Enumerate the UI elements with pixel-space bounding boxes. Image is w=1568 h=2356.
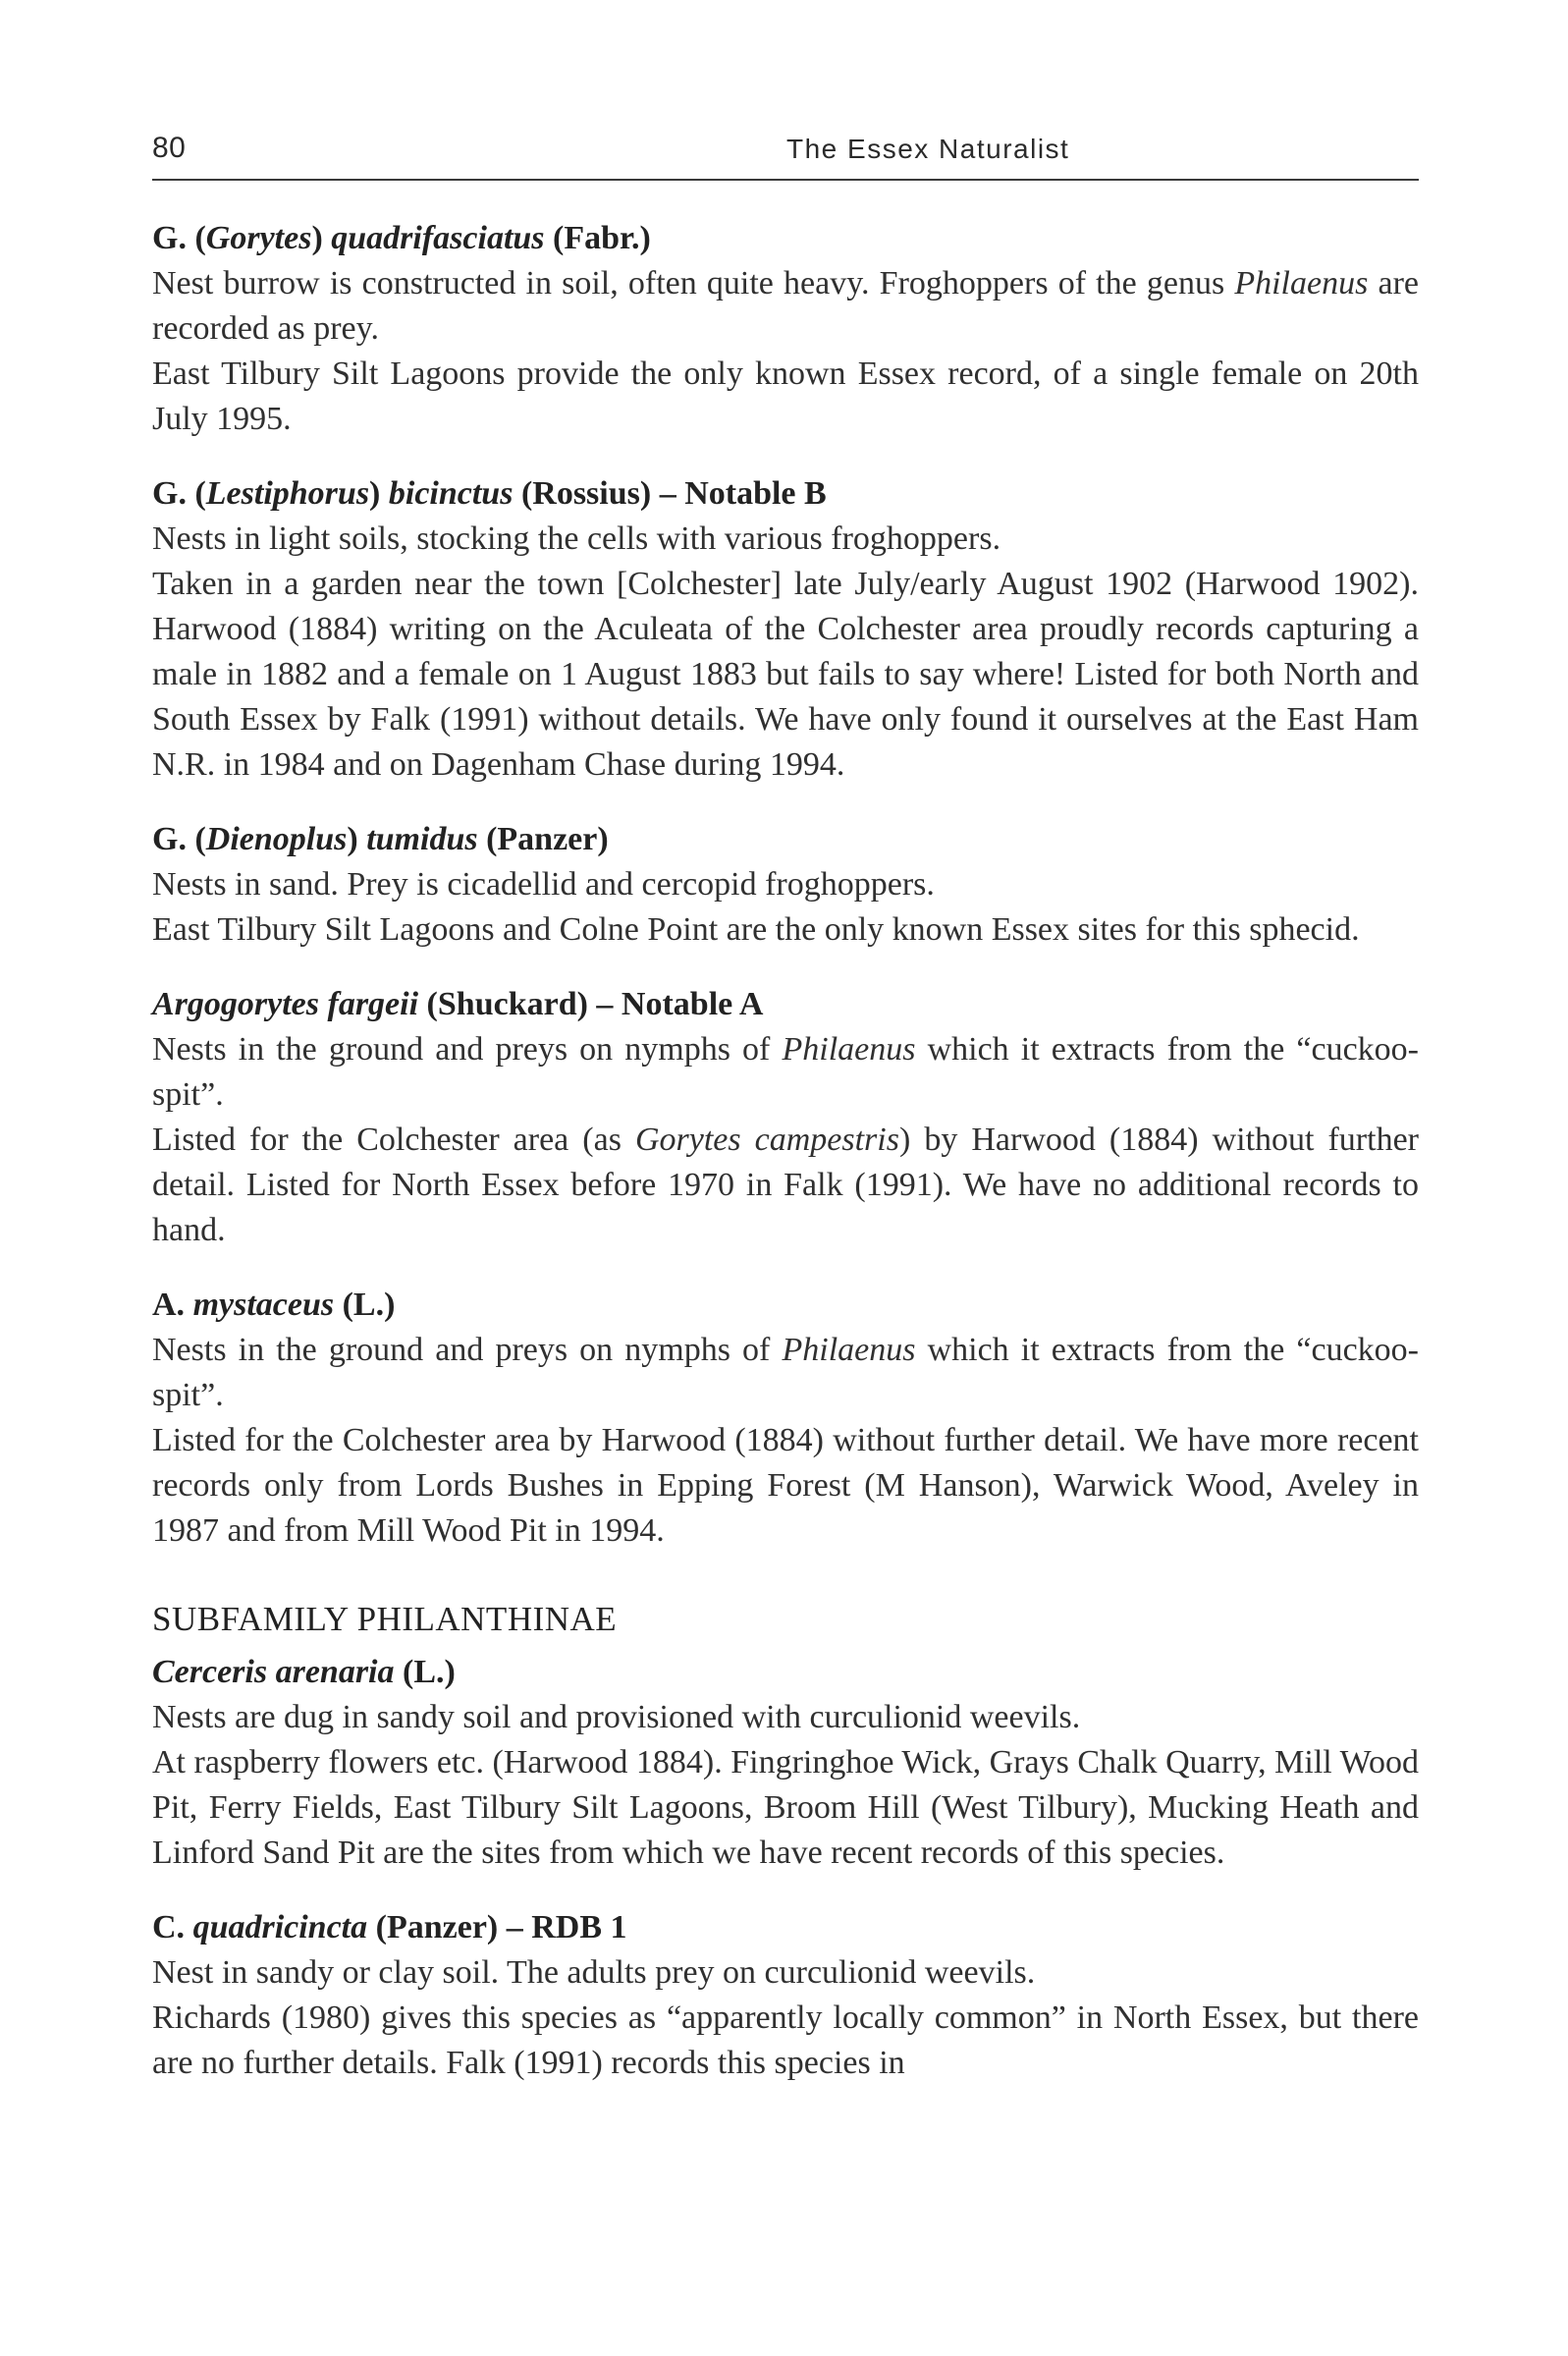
text-run: ) by Harwood (1884) without further detail. Listed for North Essex before 1970 in Falk (1991). We have no additional records to hand.: [152, 1122, 1419, 1248]
running-header: [152, 126, 1419, 181]
text-run: Nests in the ground and preys on nymphs of: [152, 1332, 783, 1368]
species-paragraph: [152, 261, 1419, 352]
italic-text-run: Philaenus: [782, 1332, 916, 1368]
species-heading: [152, 471, 1419, 517]
text-run: At raspberry flowers etc. (Harwood 1884). Fingringhoe Wick, Grays Chalk Quarry, Mill Wood Pit, Ferry Fields, East Tilbury Silt Lagoons, Broom Hill (West Tilbury), Mucking Heath and Linford Sand Pit are the sites from which we have recent records of this species.: [152, 1744, 1419, 1871]
species-paragraph: [152, 1996, 1419, 2086]
text-run: Nest burrow is constructed in soil, often quite heavy. Froghoppers of the genus: [152, 265, 1235, 301]
species-paragraph: [152, 562, 1419, 788]
species-heading: [152, 1905, 1419, 1950]
text-run: ): [369, 475, 389, 512]
text-run: which it extracts from the “cuckoo-spit”.: [152, 1031, 1419, 1113]
italic-text-run: Argogorytes fargeii: [152, 986, 419, 1022]
journal-title: The Essex Naturalist: [786, 134, 1070, 164]
species-paragraph: [152, 1950, 1419, 1996]
text-run: A.: [152, 1287, 193, 1323]
italic-text-run: Dienoplus: [205, 821, 348, 857]
species-heading: [152, 1283, 1419, 1328]
text-run: (Rossius) – Notable B: [513, 475, 827, 512]
italic-text-run: Philaenus: [1234, 265, 1369, 301]
species-paragraph: [152, 1418, 1419, 1554]
italic-text-run: Cerceris arenaria: [152, 1654, 395, 1690]
italic-text-run: quadrifasciatus: [331, 220, 545, 256]
text-run: (L.): [334, 1287, 396, 1323]
species-paragraph: [152, 1118, 1419, 1253]
page-number: 80: [152, 132, 187, 164]
text-run: (Fabr.): [544, 220, 651, 256]
species-paragraph: [152, 1027, 1419, 1118]
text-run: (Panzer) – RDB 1: [367, 1909, 627, 1945]
species-group-sphecinae: [152, 216, 1419, 1554]
species-paragraph: [152, 517, 1419, 562]
text-run: Nests are dug in sandy soil and provisioned with curculionid weevils.: [152, 1699, 1081, 1735]
text-run: Richards (1980) gives this species as “apparently locally common” in North Essex, but there are no further details. Falk (1991) records this species in: [152, 2000, 1419, 2081]
species-paragraph: [152, 1740, 1419, 1876]
species-entry: [152, 216, 1419, 442]
text-run: which it extracts from the “cuckoo-spit”.: [152, 1332, 1419, 1413]
italic-text-run: Lestiphorus: [205, 475, 370, 512]
species-paragraph: [152, 352, 1419, 442]
text-run: ): [347, 821, 367, 857]
text-run: C.: [152, 1909, 193, 1945]
italic-text-run: Philaenus: [782, 1031, 916, 1068]
text-run: Nests in the ground and preys on nymphs of: [152, 1031, 783, 1068]
text-run: East Tilbury Silt Lagoons and Colne Point are the only known Essex sites for this sphecid.: [152, 911, 1360, 948]
species-paragraph: [152, 1695, 1419, 1740]
italic-text-run: tumidus: [366, 821, 478, 857]
species-heading: [152, 1650, 1419, 1695]
text-run: Listed for the Colchester area (as: [152, 1122, 635, 1158]
text-run: G. (: [152, 475, 206, 512]
species-entry: [152, 1283, 1419, 1554]
article-body: [152, 216, 1419, 2115]
species-entry: [152, 1905, 1419, 2086]
species-heading: [152, 817, 1419, 862]
species-entry: [152, 817, 1419, 953]
text-run: (Shuckard) – Notable A: [418, 986, 764, 1022]
text-run: Taken in a garden near the town [Colchester] late July/early August 1902 (Harwood 1902). Harwood (1884) writing on the Aculeata of the Colchester area proudly records capturing a male in 1882 and a female on 1 August 1883 but fails to say where! Listed for both North and South Essex by Falk (1991) without details. We have only found it ourselves at the East Ham N.R. in 1984 and on Dagenham Chase during 1994.: [152, 566, 1419, 783]
species-entry: [152, 471, 1419, 788]
text-run: G. (: [152, 220, 206, 256]
subfamily-heading: SUBFAMILY PHILANTHINAE: [152, 1600, 618, 1638]
species-paragraph: [152, 907, 1419, 953]
species-group-philanthinae: [152, 1650, 1419, 2086]
italic-text-run: Gorytes: [205, 220, 312, 256]
text-run: East Tilbury Silt Lagoons provide the only known Essex record, of a single female on 20th July 1995.: [152, 356, 1419, 437]
text-run: Nest in sandy or clay soil. The adults prey on curculionid weevils.: [152, 1954, 1036, 1991]
text-run: Nests in sand. Prey is cicadellid and cercopid froghoppers.: [152, 866, 935, 903]
text-run: G. (: [152, 821, 206, 857]
text-run: are recorded as prey.: [152, 265, 1419, 347]
text-run: (L.): [394, 1654, 456, 1690]
species-entry: [152, 982, 1419, 1253]
species-paragraph: [152, 1328, 1419, 1418]
italic-text-run: quadricincta: [192, 1909, 368, 1945]
italic-text-run: bicinctus: [388, 475, 514, 512]
text-run: ): [311, 220, 332, 256]
species-heading: [152, 216, 1419, 261]
text-run: Nests in light soils, stocking the cells with various froghoppers.: [152, 521, 1001, 557]
italic-text-run: Gorytes campestris: [634, 1122, 899, 1158]
species-entry: [152, 1650, 1419, 1876]
text-run: Listed for the Colchester area by Harwood (1884) without further detail. We have more recent records only from Lords Bushes in Epping Forest (M Hanson), Warwick Wood, Aveley in 1987 and from Mill Wood Pit in 1994.: [152, 1422, 1419, 1549]
text-run: (Panzer): [477, 821, 609, 857]
species-heading: [152, 982, 1419, 1027]
species-paragraph: [152, 862, 1419, 907]
italic-text-run: mystaceus: [192, 1287, 335, 1323]
